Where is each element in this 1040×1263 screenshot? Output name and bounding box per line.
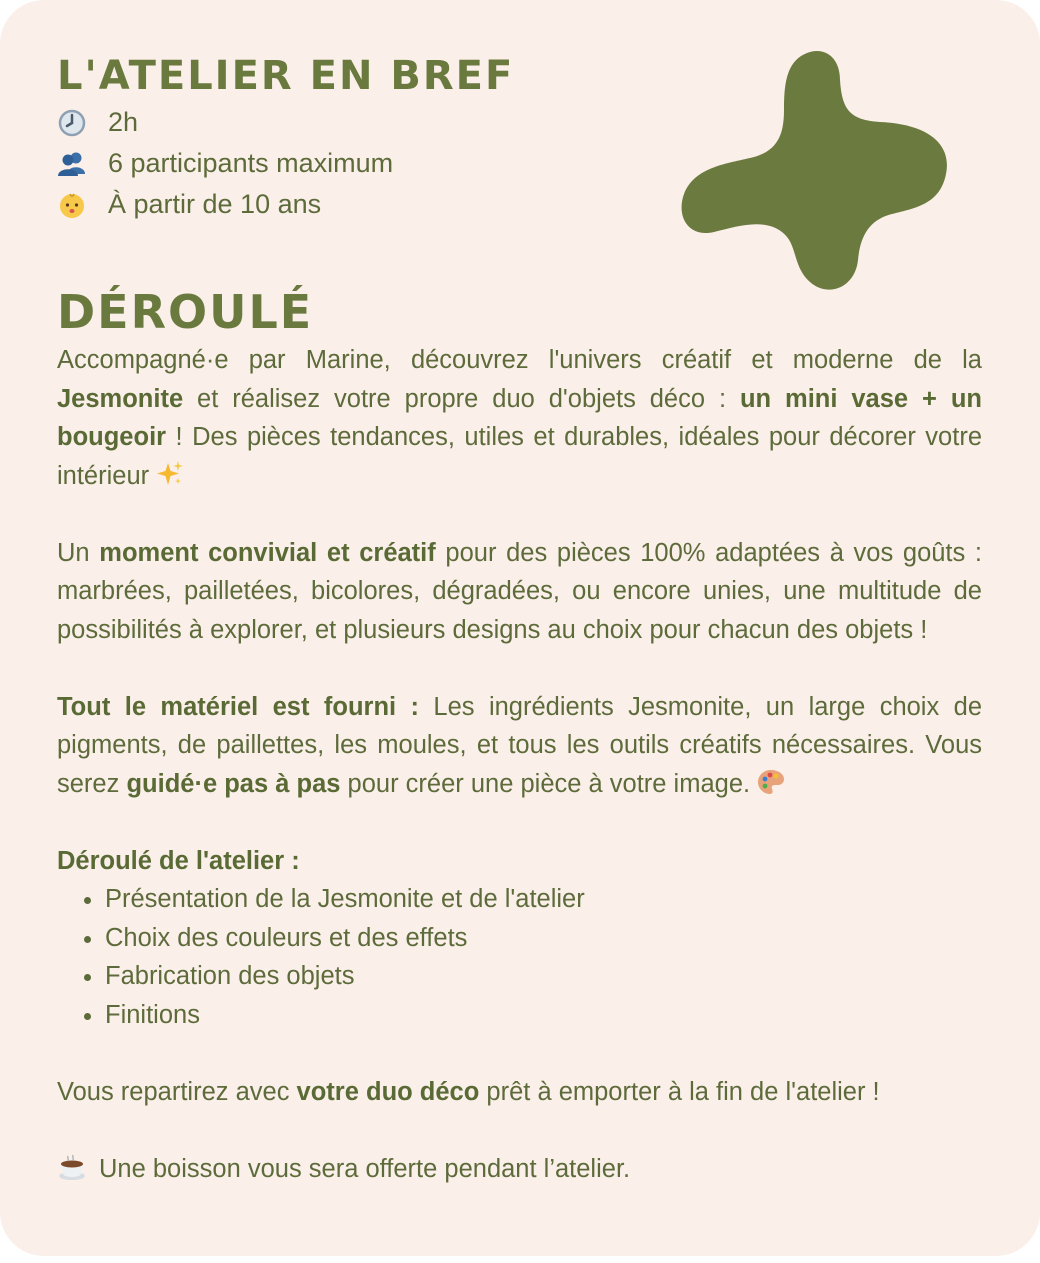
drink-line	[57, 1150, 982, 1189]
brief-title: L'ATELIER EN BREF	[57, 53, 515, 99]
takeaway-bold-1: votre duo déco	[296, 1077, 480, 1106]
intro-text-3: ! Des pièces tendances, utiles et durables, idéales pour décorer votre intérieur	[57, 423, 982, 490]
brief-duration	[57, 102, 982, 143]
age-text: À partir de 10 ans	[108, 189, 322, 219]
content	[57, 50, 982, 1188]
takeaway-text-1: Vous repartirez avec	[57, 1077, 297, 1106]
brief-list	[57, 102, 982, 225]
step-item: • Choix des couleurs et des effets	[105, 919, 982, 958]
duration-text: 2h	[108, 107, 139, 137]
intro-text-1: Accompagné·e par Marine, découvrez l'univers créatif et moderne de la	[57, 346, 982, 374]
material-bold-1: Tout le matériel est fourni :	[57, 692, 420, 721]
palette-icon	[757, 768, 785, 796]
deroule-title: DÉROULÉ	[57, 285, 314, 339]
step-item: • Finitions	[105, 996, 982, 1035]
convivial-bold-1: moment convivial et créatif	[99, 538, 436, 567]
takeaway-text-2: prêt à emporter à la fin de l'atelier !	[479, 1077, 880, 1106]
material-paragraph	[57, 688, 982, 804]
convivial-text-1: Un	[57, 538, 100, 567]
steps-title: Déroulé de l'atelier :	[57, 846, 300, 875]
step-item: • Présentation de la Jesmonite et de l'atelier	[105, 880, 982, 919]
clock-icon	[57, 108, 87, 138]
hot-drink-icon	[57, 1154, 87, 1184]
intro-bold-1: Jesmonite	[57, 384, 184, 413]
baby-icon	[57, 190, 87, 220]
convivial-paragraph	[57, 534, 982, 650]
material-bold-2: guidé·e pas à pas	[126, 769, 341, 798]
intro-paragraph	[57, 341, 982, 495]
brief-participants	[57, 143, 982, 184]
sparkles-icon	[156, 460, 184, 488]
drink-text: Une boisson vous sera offerte pendant l’atelier.	[99, 1154, 631, 1183]
material-text-1: Les ingrédients Jesmonite, un large choix de pigments, de paillettes, les moules, et tous les outils créatifs nécessaires. Vous serez	[57, 692, 982, 798]
brief-age	[57, 184, 982, 225]
intro-text-2: et réalisez votre propre duo d'objets déco :	[183, 384, 740, 413]
steps-list	[57, 880, 982, 1034]
takeaway-paragraph	[57, 1073, 982, 1112]
convivial-text-2: pour des pièces 100% adaptées à vos goûts : marbrées, pailletées, bicolores, dégradées, ou encore unies, une multitude de possibilités à explorer, et plusieurs designs au choix pour chacun des objets !	[57, 538, 983, 644]
people-icon	[57, 149, 87, 179]
step-item: • Fabrication des objets	[105, 957, 982, 996]
material-text-2: pour créer une pièce à votre image.	[340, 769, 751, 798]
intro-bold-2: un mini vase + un bougeoir	[57, 384, 982, 451]
participants-text: 6 participants maximum	[108, 148, 394, 178]
